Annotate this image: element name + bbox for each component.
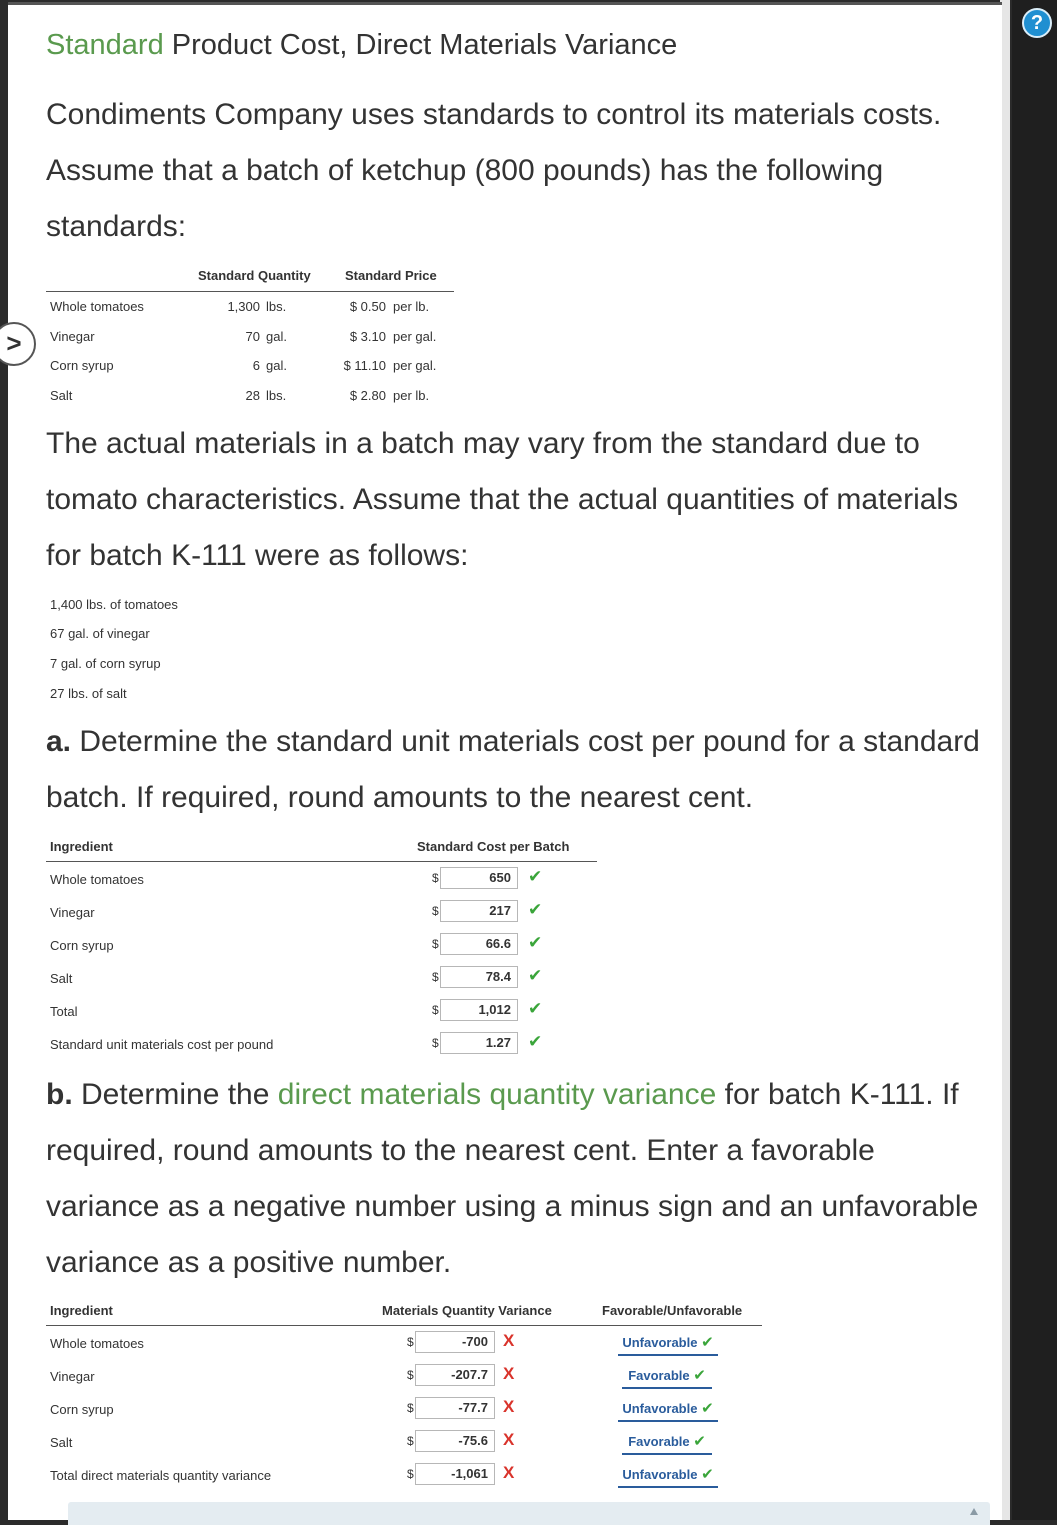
std-row-qty-unit: gal. <box>266 329 287 344</box>
actual-intro-text: The actual materials in a batch may vary from the standard due to tomato characteristics. Assume that the actual quantities of materials for batch K-111 were as follows: <box>46 427 959 572</box>
intro-text: Condiments Company uses standards to control its materials costs. Assume that a batch of ketchup (800 pounds) has the following standards: <box>46 98 942 243</box>
part-b-pre: Determine the <box>72 1078 278 1111</box>
part-a-row-name: Standard unit materials cost per pound <box>50 1037 274 1052</box>
part-a-cost-header: Standard Cost per Batch <box>417 839 570 854</box>
incorrect-x-icon: X <box>503 1364 515 1383</box>
std-row-qty: 28 <box>245 388 260 403</box>
std-row-price-unit: per lb. <box>393 388 430 403</box>
part-a-ingredient-header: Ingredient <box>50 839 113 854</box>
part-b-row-name: Total direct materials quantity variance <box>50 1468 272 1483</box>
feedback-panel[interactable] <box>68 1502 990 1525</box>
correct-check-icon: ✔ <box>701 1466 714 1483</box>
dollar-sign: $ <box>407 1401 414 1415</box>
part-b-ingredient-header: Ingredient <box>50 1303 113 1318</box>
cost-input-vinegar[interactable]: 217 <box>440 900 518 922</box>
part-b-post: for batch K-111. If required, round amounts to the nearest cent. Enter a favorable variance as a negative number using a minus sign and an unfavorable variance as a positive number. <box>46 1078 979 1279</box>
std-table-rule <box>46 291 454 292</box>
part-a-row-name: Total <box>50 1004 78 1019</box>
std-row-qty: 6 <box>252 358 260 373</box>
correct-check-icon: ✔ <box>693 1433 706 1450</box>
dollar-sign: $ <box>432 1003 439 1017</box>
part-b-row-name: Corn syrup <box>50 1402 114 1417</box>
part-b-label: b. <box>46 1078 73 1111</box>
dollar-sign: $ <box>407 1335 414 1349</box>
fu-select-value: Favorable <box>628 1368 690 1383</box>
fu-select-corn-syrup[interactable] <box>618 1399 718 1422</box>
correct-check-icon: ✔ <box>701 1334 714 1351</box>
std-row-price: $ 3.10 <box>349 329 386 344</box>
part-b-prompt <box>46 1067 991 1291</box>
dollar-sign: $ <box>432 904 439 918</box>
fu-select-value: Unfavorable <box>622 1335 698 1350</box>
incorrect-x-icon: X <box>503 1331 515 1350</box>
part-b-variance-header: Materials Quantity Variance <box>382 1303 552 1318</box>
incorrect-x-icon: X <box>503 1430 515 1449</box>
std-row-price-unit: per gal. <box>393 358 437 373</box>
fu-select-value: Favorable <box>628 1434 690 1449</box>
title-highlight[interactable]: Standard <box>46 29 164 61</box>
fu-select-value: Unfavorable <box>622 1467 698 1482</box>
correct-check-icon: ✔ <box>528 966 543 985</box>
part-a-text: Determine the standard unit materials cost per pound for a standard batch. If required, round amounts to the nearest cent. <box>46 725 980 814</box>
cost-input-salt[interactable]: 78.4 <box>440 966 518 988</box>
correct-check-icon: ✔ <box>701 1400 714 1417</box>
dollar-sign: $ <box>432 970 439 984</box>
part-a-row-name: Whole tomatoes <box>50 872 144 887</box>
incorrect-x-icon: X <box>503 1397 515 1416</box>
part-a-table-rule <box>46 861 597 862</box>
fu-select-tomatoes[interactable] <box>618 1333 718 1356</box>
part-b-row-name: Whole tomatoes <box>50 1336 144 1351</box>
cost-input-corn-syrup[interactable]: 66.6 <box>440 933 518 955</box>
part-a-label: a. <box>46 725 72 758</box>
std-row-qty-unit: gal. <box>266 358 287 373</box>
correct-check-icon: ✔ <box>528 1032 543 1051</box>
std-row-name: Corn syrup <box>50 358 114 373</box>
actual-item: 7 gal. of corn syrup <box>50 656 161 671</box>
incorrect-x-icon: X <box>503 1463 515 1482</box>
chevron-right-icon[interactable]: > <box>0 322 36 366</box>
actual-item: 27 lbs. of salt <box>50 686 127 701</box>
std-row-qty-unit: lbs. <box>266 388 287 403</box>
fu-select-total[interactable] <box>618 1465 718 1488</box>
fu-select-vinegar[interactable] <box>622 1366 712 1389</box>
part-a-prompt <box>46 714 991 826</box>
std-row-qty: 1,300 <box>227 299 260 314</box>
dollar-sign: $ <box>407 1467 414 1481</box>
dollar-sign: $ <box>432 1036 439 1050</box>
variance-input-total[interactable]: -1,061 <box>415 1463 495 1485</box>
part-b-row-name: Vinegar <box>50 1369 95 1384</box>
std-row-name: Salt <box>50 388 73 403</box>
correct-check-icon: ✔ <box>528 867 543 886</box>
title-rest: Product Cost, Direct Materials Variance <box>163 29 678 61</box>
correct-check-icon: ✔ <box>528 999 543 1018</box>
std-row-qty: 70 <box>245 329 260 344</box>
part-a-row-name: Corn syrup <box>50 938 114 953</box>
cost-input-per-pound[interactable]: 1.27 <box>440 1032 518 1054</box>
dollar-sign: $ <box>432 871 439 885</box>
variance-input-tomatoes[interactable]: -700 <box>415 1331 495 1353</box>
help-icon[interactable]: ? <box>1022 8 1052 38</box>
fu-select-value: Unfavorable <box>622 1401 698 1416</box>
std-qty-header: Standard Quantity <box>198 268 311 283</box>
actual-item: 1,400 lbs. of tomatoes <box>50 597 178 612</box>
fu-select-salt[interactable] <box>622 1432 712 1455</box>
std-row-name: Vinegar <box>50 329 95 344</box>
correct-check-icon: ✔ <box>528 900 543 919</box>
correct-check-icon: ✔ <box>528 933 543 952</box>
actual-item: 67 gal. of vinegar <box>50 626 150 641</box>
cost-input-tomatoes[interactable]: 650 <box>440 867 518 889</box>
correct-check-icon: ✔ <box>693 1367 706 1384</box>
dollar-sign: $ <box>432 937 439 951</box>
part-b-fu-header: Favorable/Unfavorable <box>602 1303 743 1318</box>
part-b-table-rule <box>46 1325 762 1326</box>
std-row-qty-unit: lbs. <box>266 299 287 314</box>
part-b-row-name: Salt <box>50 1435 73 1450</box>
std-row-price-unit: per lb. <box>393 299 430 314</box>
std-row-price-unit: per gal. <box>393 329 437 344</box>
std-price-header: Standard Price <box>345 268 437 283</box>
part-a-row-name: Salt <box>50 971 73 986</box>
question-page <box>8 2 1002 1520</box>
variance-input-vinegar[interactable]: -207.7 <box>415 1364 495 1386</box>
std-row-name: Whole tomatoes <box>50 299 144 314</box>
variance-input-corn-syrup[interactable]: -77.7 <box>415 1397 495 1419</box>
variance-input-salt[interactable]: -75.6 <box>415 1430 495 1452</box>
std-row-price: $ 11.10 <box>343 358 386 373</box>
std-row-price: $ 2.80 <box>349 388 386 403</box>
std-row-price: $ 0.50 <box>349 299 386 314</box>
right-sidebar <box>1012 0 1057 1520</box>
dollar-sign: $ <box>407 1368 414 1382</box>
page-title <box>46 29 677 62</box>
expand-triangle-icon[interactable] <box>970 1508 978 1515</box>
cost-input-total[interactable]: 1,012 <box>440 999 518 1021</box>
quantity-variance-link[interactable]: direct materials quantity variance <box>277 1078 717 1111</box>
dollar-sign: $ <box>407 1434 414 1448</box>
part-a-row-name: Vinegar <box>50 905 95 920</box>
